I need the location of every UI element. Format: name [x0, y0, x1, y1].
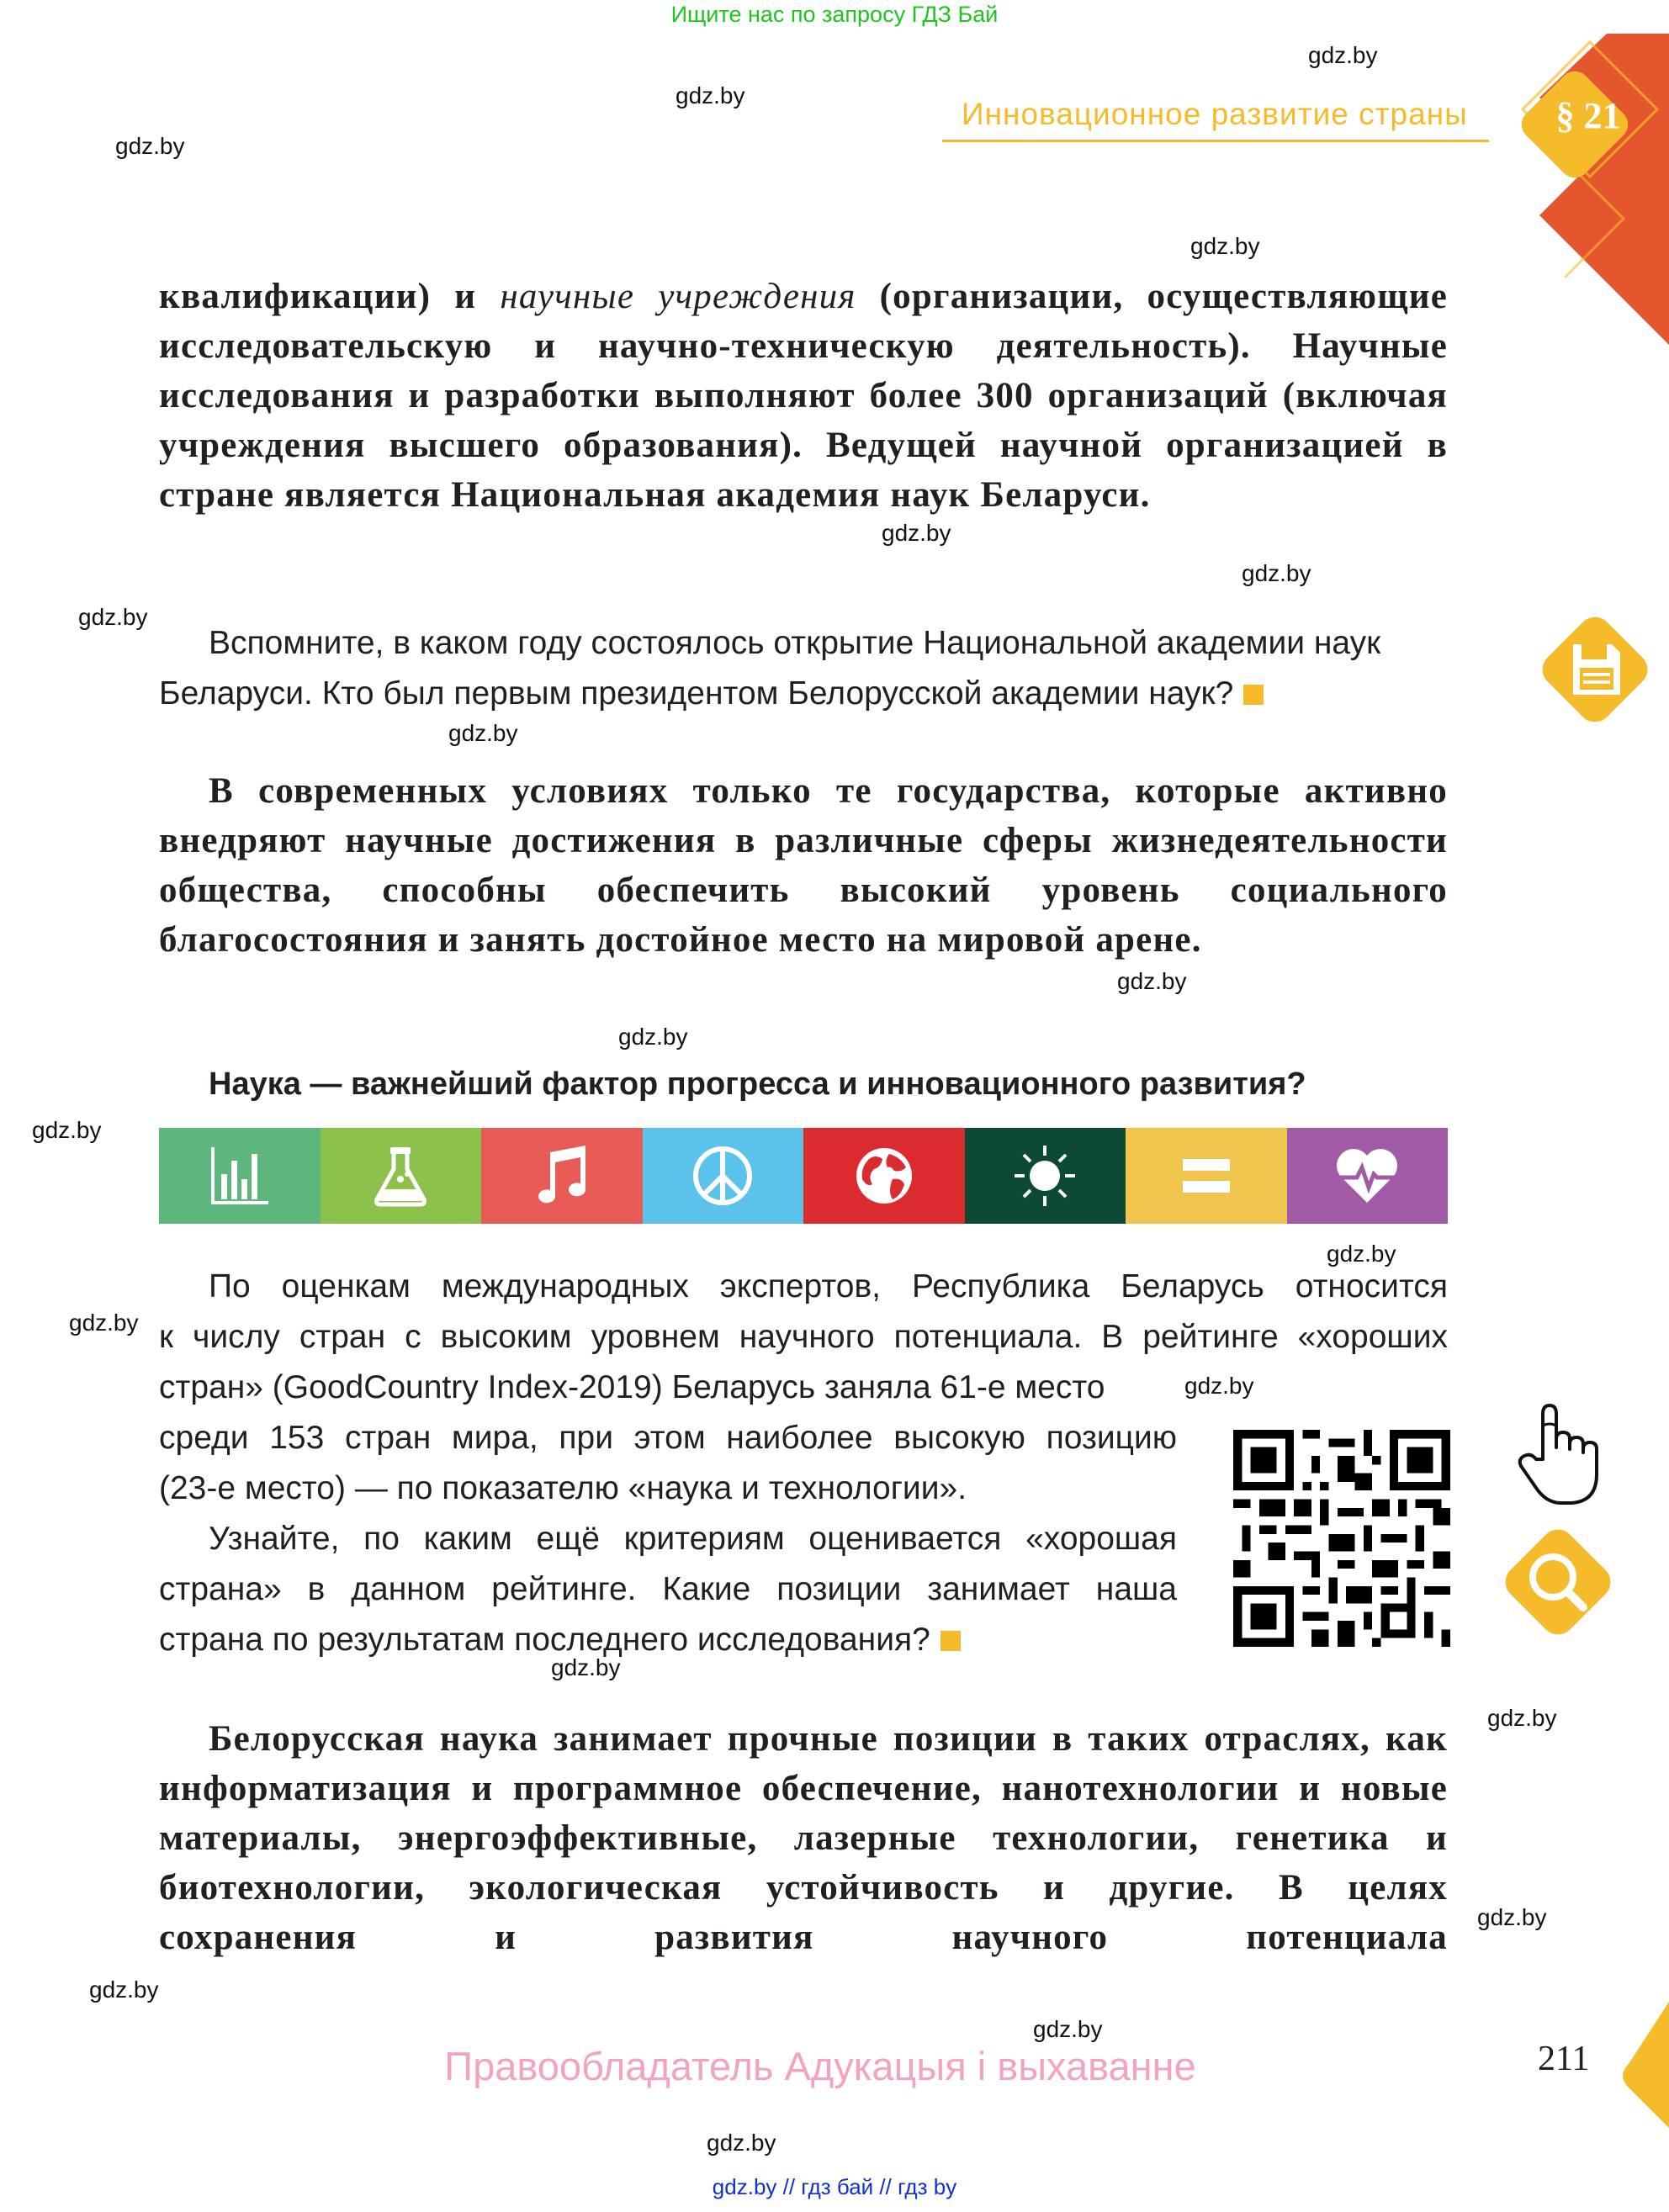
tile-flask — [321, 1128, 482, 1224]
tile-peace — [643, 1128, 804, 1224]
watermark: gdz.by — [1477, 1904, 1547, 1930]
title-rule — [942, 140, 1489, 142]
music-note-icon — [528, 1142, 596, 1209]
text-line: к числу стран с высоким уровнем научного потенциала. В рейтинге «хороших — [159, 1319, 1448, 1355]
equals-icon — [1173, 1142, 1240, 1209]
footer-links[interactable]: gdz.by // гдз бай // гдз by — [712, 2174, 957, 2199]
tile-bar-chart — [159, 1128, 321, 1224]
watermark: gdz.by — [618, 1024, 688, 1050]
icon-strip — [159, 1128, 1448, 1224]
page-corner-tab — [1617, 2002, 1669, 2128]
watermark: gdz.by — [551, 1654, 621, 1680]
text-line: среди 153 стран мира, при этом наиболее высокую позицию — [159, 1420, 1177, 1456]
section-heading: Наука — важнейший фактор прогресса и инновационного развития? — [209, 1066, 1306, 1102]
hand-pointer-icon[interactable] — [1514, 1400, 1607, 1510]
bar-chart-icon — [206, 1142, 273, 1209]
watermark: gdz.by — [1033, 2016, 1103, 2042]
heartbeat-icon — [1332, 1142, 1402, 1209]
tile-sun — [965, 1128, 1126, 1224]
watermark: gdz.by — [448, 720, 518, 746]
watermark: gdz.by — [882, 520, 951, 546]
watermark: gdz.by — [707, 2130, 776, 2156]
globe-icon — [850, 1142, 918, 1209]
watermark: gdz.by — [69, 1310, 139, 1336]
paragraph-scientific-institutions — [159, 272, 1448, 520]
watermark: gdz.by — [1117, 968, 1187, 994]
text-line: страна по результатам последнего исследования? — [159, 1615, 1177, 1665]
watermark: gdz.by — [1487, 1705, 1557, 1731]
text-line: страна» в данном рейтинге. Какие позиции занимает наша — [159, 1571, 1177, 1607]
text-line: стран» (GoodCountry Index-2019) Беларусь заняла 61-е место — [159, 1369, 1105, 1405]
paragraph-belarus-science: Белорусская наука занимает прочные позиции в таких отраслях, как информатизация и программное обеспечение, нанотехнологии и новые материалы, энергоэффективные, лазерные технологии, генетика и биотехнологии, экологическая устойчивость и другие. В целях сохранения и развития научного потенциала — [159, 1719, 1448, 1957]
section-badge: § 21 — [1555, 95, 1621, 136]
watermark: gdz.by — [1242, 560, 1311, 586]
search-icon[interactable] — [1494, 1518, 1622, 1646]
chapter-title: Инновационное развитие страны — [962, 97, 1468, 131]
watermark: gdz.by — [78, 604, 148, 630]
paragraph-text: квалификации) и — [159, 277, 501, 316]
question-academy — [159, 618, 1448, 719]
text-line: (23-е место) — по показателю «наука и технологии». — [159, 1470, 967, 1506]
tile-music — [481, 1128, 643, 1224]
tile-heart — [1287, 1128, 1449, 1224]
watermark: gdz.by — [1184, 1373, 1254, 1399]
watermark: gdz.by — [1190, 233, 1260, 259]
watermark: gdz.by — [89, 1977, 159, 2003]
peace-icon — [689, 1142, 756, 1209]
text-line: Узнайте, по каким ещё критериям оценивается «хорошая — [209, 1521, 1177, 1557]
question-good-country — [159, 1514, 1177, 1665]
watermark: gdz.by — [1308, 42, 1378, 68]
qr-code[interactable] — [1233, 1430, 1450, 1647]
top-banner[interactable]: Ищите нас по запросу ГДЗ Бай — [670, 2, 999, 27]
italic-term: научные учреждения — [500, 277, 856, 316]
tile-equals — [1126, 1128, 1287, 1224]
question-text: Вспомните, в каком году состоялось открытие Национальной академии наук Беларуси. Кто был первым президентом Белорусской академии наук? — [159, 625, 1381, 712]
corner-decoration — [1489, 34, 1669, 345]
watermark: gdz.by — [115, 133, 185, 159]
tile-globe — [803, 1128, 965, 1224]
watermark: gdz.by — [1327, 1241, 1396, 1267]
copyright-notice: Правообладатель Адукацыя і выхаванне — [444, 2044, 1196, 2088]
sun-icon — [1011, 1142, 1078, 1209]
end-marker — [1243, 685, 1264, 705]
paragraph-modern-conditions: В современных условиях только те государства, которые активно внедряют научные достижения в различные сферы жизнедеятельности общества, способны обеспечить высокий уровень социального благосостояния и занять достойное место на мировой арене. — [159, 771, 1448, 960]
paragraph-text: (организации, осуществляющие исследовательскую и научно-техническую деятельность). Научные исследования и разработки выполняют более 300 организаций (включая учреждения высшего образования). Ведущей научной организацией в стране является Национальная академия наук Беларуси. — [159, 277, 1449, 515]
end-marker — [940, 1631, 961, 1651]
flask-icon — [367, 1142, 434, 1209]
page-number: 211 — [1538, 2040, 1590, 2078]
watermark: gdz.by — [676, 82, 745, 108]
text-line: По оценкам международных экспертов, Республика Беларусь относится — [209, 1268, 1448, 1304]
watermark: gdz.by — [32, 1117, 102, 1143]
save-icon[interactable] — [1531, 606, 1659, 733]
